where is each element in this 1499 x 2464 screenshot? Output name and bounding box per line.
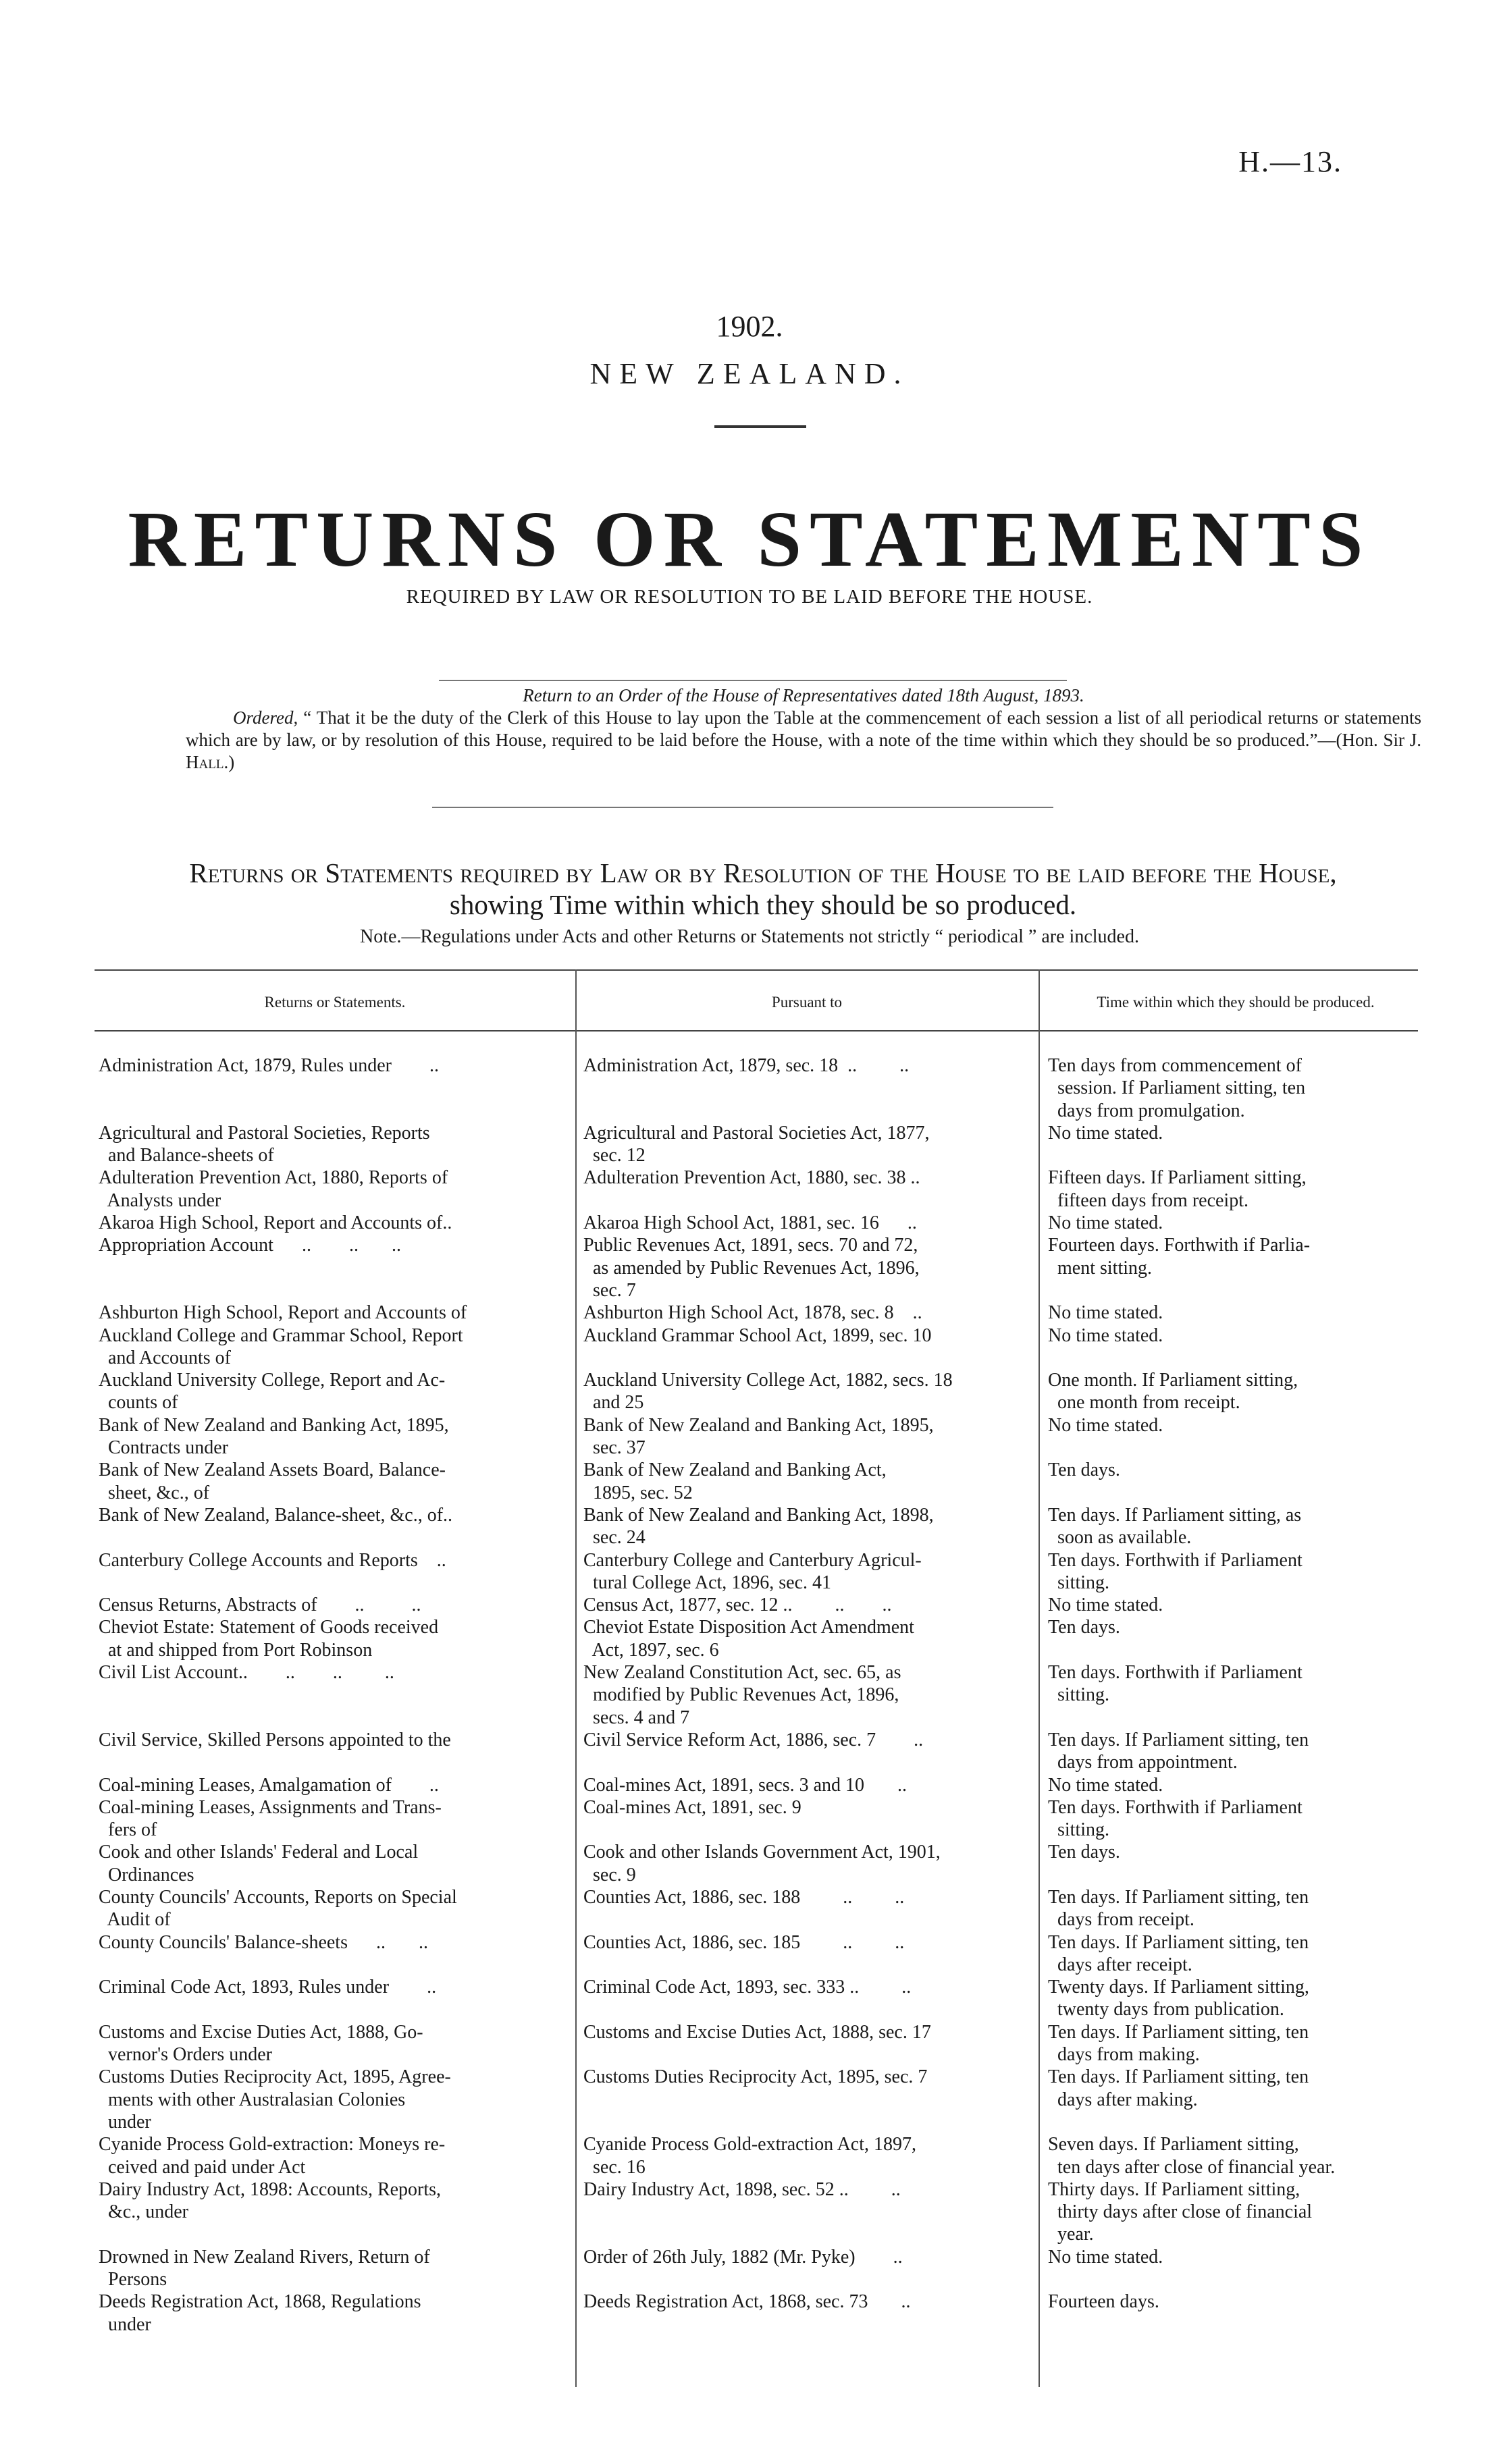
table-line: Coal-mining Leases, Amalgamation of .. (99, 1774, 439, 1796)
table-line: Coal-mining Leases, Assignments and Trans- (99, 1796, 442, 1818)
table-line: Akaroa High School, Report and Accounts of.. (99, 1212, 452, 1234)
table-line: twenty days from publication. (1048, 1999, 1284, 2020)
table-line: Analysts under (99, 1189, 221, 1211)
table-line: sec. 9 (583, 1864, 636, 1885)
table-line: Bank of New Zealand and Banking Act, 1898, (583, 1504, 934, 1526)
table-line: 1895, sec. 52 (583, 1482, 693, 1503)
table-line: under (99, 2313, 151, 2335)
table-line (1048, 1639, 1415, 1661)
table-line: vernor's Orders under (99, 2044, 272, 2066)
table-line: Counties Act, 1886, sec. 188 .. .. (583, 1886, 905, 1908)
table-line: Ashburton High School, Report and Accounts of (99, 1302, 467, 1324)
table-header-rule (95, 1030, 1418, 1032)
table-line (1048, 2111, 1415, 2133)
table-line: ment sitting. (1048, 1257, 1152, 1279)
table-line: Dairy Industry Act, 1898, sec. 52 .. .. (583, 2178, 901, 2200)
table-line: Criminal Code Act, 1893, sec. 333 .. .. (583, 1977, 912, 1998)
table-line (99, 1707, 571, 1729)
table-line: Customs and Excise Duties Act, 1888, Go- (99, 2021, 423, 2043)
table-line: Administration Act, 1879, Rules under .. (99, 1055, 439, 1076)
table-line: No time stated. (1048, 1122, 1163, 1144)
table-line: Bank of New Zealand, Balance-sheet, &c., of.. (99, 1504, 453, 1526)
table-line: sec. 7 (583, 1279, 636, 1301)
table-line: Auckland University College Act, 1882, secs. 18 (583, 1370, 953, 1391)
table-line: Civil Service Reform Act, 1886, sec. 7 .. (583, 1729, 924, 1750)
table-line: Civil List Account.. .. .. .. (99, 1662, 394, 1684)
table-line: Bank of New Zealand Assets Board, Balance- (99, 1459, 446, 1481)
table-line (583, 2201, 1034, 2223)
table-line: sheet, &c., of (99, 1482, 210, 1503)
table-line: Counties Act, 1886, sec. 185 .. .. (583, 1931, 905, 1953)
document-year: 1902. (716, 310, 783, 343)
table-line: Deeds Registration Act, 1868, Regulations (99, 2291, 421, 2313)
table-line: fifteen days from receipt. (1048, 1189, 1248, 1211)
table-line: days from appointment. (1048, 1752, 1238, 1773)
page-title: RETURNS OR STATEMENTS (128, 495, 1371, 583)
table-line: sitting. (1048, 1684, 1110, 1706)
table-line: Fifteen days. If Parliament sitting, (1048, 1167, 1307, 1189)
table-line: Ten days. (1048, 1617, 1120, 1638)
table-heading-line-2: showing Time within which they should be so produced. (449, 889, 1077, 920)
table-line: Cyanide Process Gold-extraction: Moneys re- (99, 2134, 446, 2155)
table-line (583, 2111, 1034, 2133)
table-line (99, 2223, 571, 2245)
table-line: Census Act, 1877, sec. 12 .. .. .. (583, 1595, 892, 1616)
table-line: Ashburton High School Act, 1878, sec. 8 .. (583, 1302, 922, 1324)
table-line: days from making. (1048, 2044, 1200, 2066)
table-line: No time stated. (1048, 1302, 1163, 1324)
page-subtitle: REQUIRED BY LAW OR RESOLUTION TO BE LAID BEFORE THE HOUSE. (406, 586, 1093, 608)
table-line: Bank of New Zealand and Banking Act, 1895, (99, 1414, 449, 1436)
table-line (1048, 2313, 1415, 2336)
table-line (583, 1751, 1034, 1773)
table-line: County Councils' Balance-sheets .. .. (99, 1931, 428, 1953)
table-line (1048, 2268, 1415, 2291)
table-line: Ten days. (1048, 1459, 1120, 1481)
table-line: Agricultural and Pastoral Societies Act, 1877, (583, 1122, 930, 1144)
table-line: sec. 16 (583, 2156, 646, 2178)
table-line: Twenty days. If Parliament sitting, (1048, 1977, 1309, 1998)
table-line (583, 1100, 1034, 1122)
table-line: Ten days. If Parliament sitting, ten (1048, 1729, 1309, 1750)
table-line: One month. If Parliament sitting, (1048, 1370, 1298, 1391)
table-line (1048, 1279, 1415, 1302)
table-line: Criminal Code Act, 1893, Rules under .. (99, 1977, 437, 1998)
table-line: tural College Act, 1896, sec. 41 (583, 1572, 832, 1593)
table-line: thirty days after close of financial (1048, 2201, 1313, 2223)
order-text (186, 707, 1421, 774)
table-line: secs. 4 and 7 (583, 1707, 690, 1728)
order-divider-bottom (432, 807, 1053, 808)
order-divider-top (439, 680, 1067, 681)
table-line (1048, 1144, 1415, 1167)
table-line: Cheviot Estate: Statement of Goods received (99, 1617, 439, 1638)
table-line: Census Returns, Abstracts of .. .. (99, 1595, 421, 1616)
table-line: Ten days. If Parliament sitting, as (1048, 1504, 1302, 1526)
table-note: Note.—Regulations under Acts and other Returns or Statements not strictly “ periodical ” are included. (360, 926, 1139, 947)
table-line: Agricultural and Pastoral Societies, Reports (99, 1122, 430, 1144)
column-header-time: Time within which they should be produced. (1097, 994, 1375, 1011)
table-line: No time stated. (1048, 1774, 1163, 1796)
table-line: sitting. (1048, 1819, 1110, 1841)
table-line (1048, 1707, 1415, 1729)
order-mover: Hall (186, 752, 224, 772)
table-line: Cyanide Process Gold-extraction Act, 1897, (583, 2134, 917, 2155)
column-pursuant (583, 1054, 1034, 2313)
table-line: Fourteen days. Forthwith if Parlia- (1048, 1235, 1311, 1256)
table-line: Public Revenues Act, 1891, secs. 70 and 72, (583, 1235, 918, 1256)
table-line: Drowned in New Zealand Rivers, Return of (99, 2246, 430, 2268)
table-line: New Zealand Constitution Act, sec. 65, as (583, 1662, 901, 1684)
table-line: Cheviot Estate Disposition Act Amendment (583, 1617, 914, 1638)
table-line: Canterbury College Accounts and Reports .. (99, 1549, 446, 1571)
table-line: sec. 37 (583, 1437, 646, 1459)
table-line: Cook and other Islands' Federal and Local (99, 1842, 419, 1863)
table-line (583, 1347, 1034, 1369)
table-line: days after making. (1048, 2089, 1198, 2110)
table-line: Akaroa High School Act, 1881, sec. 16 .. (583, 1212, 917, 1234)
order-body: “ That it be the duty of the Clerk of this House to lay upon the Table at the commencement of each session a list of all periodical returns or statements which are by law, or by resolution of this House, required to be laid before the House, with a note of the time within which they should be so produced.”—(Hon. Sir J. (186, 707, 1422, 750)
table-line: Ten days. If Parliament sitting, ten (1048, 2066, 1309, 2088)
table-line: Fourteen days. (1048, 2291, 1159, 2313)
table-line: Auckland University College, Report and Ac- (99, 1370, 446, 1391)
table-line: No time stated. (1048, 1212, 1163, 1234)
table-line (583, 2268, 1034, 2291)
table-line: soon as available. (1048, 1527, 1192, 1549)
table-line: Persons (99, 2269, 167, 2291)
table-line: Cook and other Islands Government Act, 1901, (583, 1842, 941, 1863)
column-divider-2 (1038, 969, 1040, 2387)
table-line: Auckland College and Grammar School, Report (99, 1324, 463, 1346)
table-line: Act, 1897, sec. 6 (583, 1639, 719, 1661)
table-line: Coal-mines Act, 1891, secs. 3 and 10 .. (583, 1774, 908, 1796)
table-heading-line-1: Returns or Statements required by Law or by Resolution of the House to be laid before the House, (189, 857, 1337, 888)
table-line: ten days after close of financial year. (1048, 2156, 1336, 2178)
table-line: Ten days. Forthwith if Parliament (1048, 1549, 1303, 1571)
returns-table (95, 959, 1418, 2387)
table-line: Coal-mines Act, 1891, sec. 9 (583, 1796, 801, 1818)
table-line: No time stated. (1048, 2246, 1163, 2268)
table-line (583, 2223, 1034, 2245)
table-line: Audit of (99, 1909, 171, 1931)
column-header-returns: Returns or Statements. (264, 994, 406, 1011)
table-line: Customs and Excise Duties Act, 1888, sec. 17 (583, 2021, 931, 2043)
order-title: Return to an Order of the House of Representatives dated 18th August, 1893. (523, 685, 1084, 705)
table-line: Ten days. Forthwith if Parliament (1048, 1796, 1303, 1818)
table-line (583, 1189, 1034, 1212)
table-line: Civil Service, Skilled Persons appointed to the (99, 1729, 451, 1750)
table-line: No time stated. (1048, 1414, 1163, 1436)
table-line: year. (1048, 2224, 1094, 2245)
table-line: Dairy Industry Act, 1898: Accounts, Reports, (99, 2178, 442, 2200)
table-line: &c., under (99, 2201, 188, 2223)
table-line: at and shipped from Port Robinson (99, 1639, 373, 1661)
table-line: one month from receipt. (1048, 1392, 1240, 1414)
table-line: sec. 12 (583, 1145, 646, 1167)
table-line (99, 1751, 571, 1773)
table-line (99, 1077, 571, 1099)
table-line (99, 1572, 571, 1594)
table-line: No time stated. (1048, 1324, 1163, 1346)
table-line (1048, 1864, 1415, 1886)
table-line (1048, 1437, 1415, 1459)
country-heading: NEW ZEALAND. (589, 357, 910, 390)
table-line: Contracts under (99, 1437, 229, 1459)
table-line: Thirty days. If Parliament sitting, (1048, 2178, 1300, 2200)
table-line: No time stated. (1048, 1595, 1163, 1616)
table-line (583, 2089, 1034, 2111)
table-line: County Councils' Accounts, Reports on Special (99, 1886, 457, 1908)
table-line (1048, 1347, 1415, 1369)
table-line (99, 1100, 571, 1122)
table-line: fers of (99, 1819, 157, 1841)
table-line: Seven days. If Parliament sitting, (1048, 2134, 1299, 2155)
column-header-pursuant: Pursuant to (771, 994, 843, 1011)
table-line: sec. 24 (583, 1527, 646, 1549)
table-line: Adulteration Prevention Act, 1880, Reports of (99, 1167, 448, 1189)
table-line (99, 1526, 571, 1549)
table-line: as amended by Public Revenues Act, 1896, (583, 1257, 920, 1279)
table-heading (122, 857, 1404, 921)
table-line: Canterbury College and Canterbury Agricul- (583, 1549, 922, 1571)
table-line: Administration Act, 1879, sec. 18 .. .. (583, 1055, 910, 1076)
table-line: Ordinances (99, 1864, 194, 1885)
document-reference: H.—13. (1238, 145, 1342, 178)
table-line: days after receipt. (1048, 1954, 1192, 1975)
table-line: Auckland Grammar School Act, 1899, sec. 10 (583, 1324, 932, 1346)
table-line: Ten days from commencement of (1048, 1055, 1302, 1076)
table-line: Ten days. If Parliament sitting, ten (1048, 2021, 1309, 2043)
table-line: ments with other Australasian Colonies (99, 2089, 406, 2110)
table-line: and Accounts of (99, 1347, 231, 1368)
table-line: Order of 26th July, 1882 (Mr. Pyke) .. (583, 2246, 903, 2268)
table-line (99, 1998, 571, 2020)
table-line: Appropriation Account .. .. .. (99, 1235, 401, 1256)
table-line: Ten days. (1048, 1842, 1120, 1863)
table-line (583, 2043, 1034, 2066)
table-line: Deeds Registration Act, 1868, sec. 73 .. (583, 2291, 911, 2313)
table-line: Bank of New Zealand and Banking Act, 1895, (583, 1414, 934, 1436)
title-divider (714, 425, 806, 428)
table-line (583, 1998, 1034, 2020)
table-line: counts of (99, 1392, 178, 1414)
table-line (583, 1077, 1034, 1099)
table-line: Customs Duties Reciprocity Act, 1895, sec. 7 (583, 2066, 928, 2088)
column-divider-1 (575, 969, 577, 2387)
table-line (99, 1279, 571, 1302)
table-line (99, 1954, 571, 1976)
table-line: days from receipt. (1048, 1909, 1194, 1931)
order-block (186, 685, 1421, 774)
table-line: and Balance-sheets of (99, 1145, 274, 1167)
table-line: Bank of New Zealand and Banking Act, (583, 1459, 887, 1481)
table-line (99, 1684, 571, 1706)
table-line: Adulteration Prevention Act, 1880, sec. 38 .. (583, 1167, 920, 1189)
table-line (583, 1954, 1034, 1976)
order-close: .) (223, 752, 235, 772)
table-line: sitting. (1048, 1572, 1110, 1593)
table-line: ceived and paid under Act (99, 2156, 306, 2178)
table-line: days from promulgation. (1048, 1100, 1245, 1121)
table-line (99, 1257, 571, 1279)
column-returns (99, 1054, 571, 2336)
table-line: and 25 (583, 1392, 644, 1414)
table-line: Ten days. Forthwith if Parliament (1048, 1662, 1303, 1684)
table-line: Customs Duties Reciprocity Act, 1895, Agree- (99, 2066, 451, 2088)
order-ordered-label: Ordered, (233, 707, 298, 728)
table-line (583, 1819, 1034, 1841)
table-line: Ten days. If Parliament sitting, ten (1048, 1931, 1309, 1953)
table-line: modified by Public Revenues Act, 1896, (583, 1684, 899, 1706)
table-line: Ten days. If Parliament sitting, ten (1048, 1886, 1309, 1908)
table-line: under (99, 2111, 151, 2133)
table-line (1048, 1482, 1415, 1504)
table-line (583, 1908, 1034, 1931)
table-line: session. If Parliament sitting, ten (1048, 1077, 1306, 1099)
column-time (1048, 1054, 1415, 2336)
table-top-rule (95, 969, 1418, 971)
